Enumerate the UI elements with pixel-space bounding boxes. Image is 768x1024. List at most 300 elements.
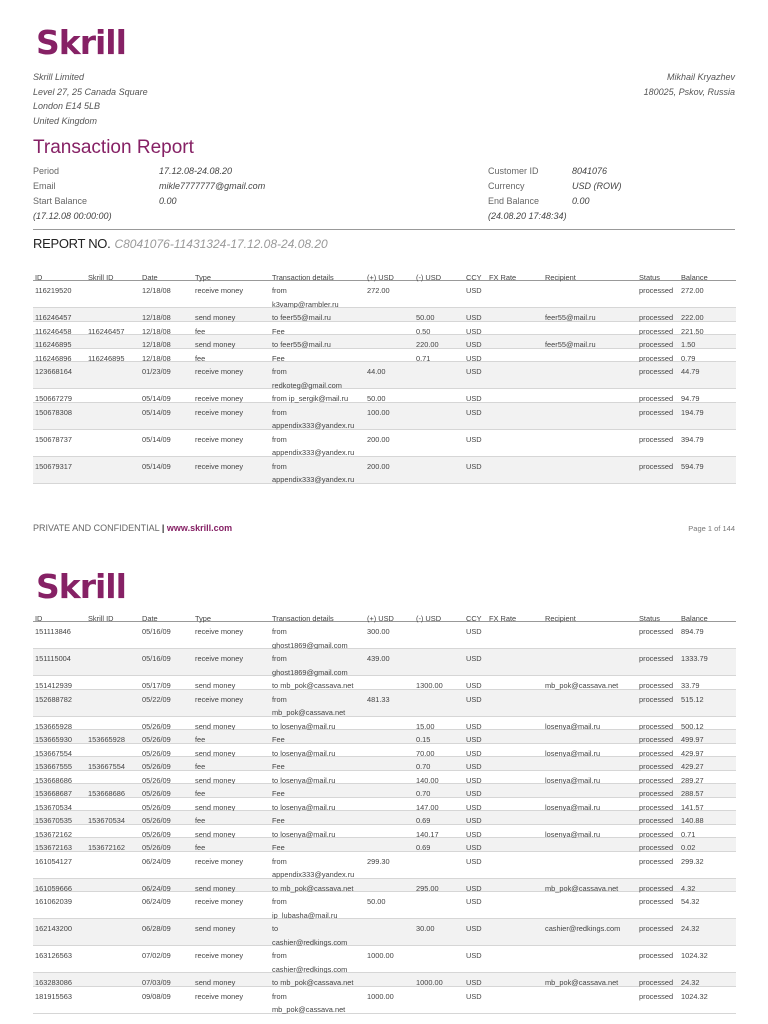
customer-address-line: 180025, Pskov, Russia — [643, 86, 735, 97]
table-row — [33, 771, 736, 785]
balance-cell: 299.32 — [681, 856, 704, 866]
table-row — [33, 362, 736, 389]
currency-cell: USD — [466, 775, 482, 785]
column-header: Date — [142, 614, 158, 623]
table-row — [33, 946, 736, 973]
table-row — [33, 676, 736, 690]
end-balance-value: 0.00 — [572, 196, 590, 206]
status-cell: processed — [639, 897, 674, 906]
debit-cell: 0.69 — [416, 816, 431, 825]
details-line: to mb_pok@cassava.net — [272, 681, 354, 690]
date-cell: 06/24/09 — [142, 883, 171, 893]
currency-cell: USD — [466, 353, 482, 363]
type-cell: receive money — [195, 654, 244, 663]
table-row — [33, 389, 736, 403]
recipient-cell: losenya@mail.ru — [545, 775, 601, 785]
details-line: from — [272, 856, 287, 866]
id-cell: 150678308 — [35, 407, 72, 417]
balance-cell: 1024.32 — [681, 951, 708, 960]
date-cell: 05/14/09 — [142, 394, 171, 403]
id-cell: 153670534 — [35, 802, 72, 812]
id-cell: 161062039 — [35, 897, 72, 906]
credit-cell: 1000.00 — [367, 951, 394, 960]
column-header: Recipient — [545, 273, 576, 282]
table-row — [33, 717, 736, 731]
date-cell: 05/26/09 — [142, 802, 171, 812]
debit-cell: 220.00 — [416, 340, 439, 349]
date-cell: 12/18/08 — [142, 313, 171, 322]
currency-cell: USD — [466, 340, 482, 349]
credit-cell: 481.33 — [367, 694, 390, 704]
details-line: appendix333@yandex.ru — [272, 421, 355, 430]
balance-cell: 272.00 — [681, 286, 704, 295]
id-cell: 150679317 — [35, 461, 72, 471]
credit-cell: 100.00 — [367, 407, 390, 417]
skrill-logo: Skrill — [36, 567, 126, 606]
details-line: to losenya@mail.ru — [272, 748, 336, 758]
debit-cell: 0.50 — [416, 326, 431, 336]
recipient-cell: mb_pok@cassava.net — [545, 681, 619, 690]
status-cell: processed — [639, 748, 674, 758]
company-address — [33, 70, 148, 128]
currency-cell: USD — [466, 394, 482, 403]
currency-cell: USD — [466, 843, 482, 852]
status-cell: processed — [639, 829, 674, 839]
transactions-table — [33, 268, 736, 484]
currency-cell: USD — [466, 897, 482, 906]
currency-cell: USD — [466, 367, 482, 376]
end-timestamp: (24.08.20 17:48:34) — [488, 211, 567, 221]
status-cell: processed — [639, 353, 674, 363]
column-header: (+) USD — [367, 614, 394, 623]
footer-confidential — [33, 523, 232, 533]
details-line: to feer55@mail.ru — [272, 340, 331, 349]
balance-cell: 288.57 — [681, 789, 704, 798]
debit-cell: 1000.00 — [416, 978, 443, 987]
details-line: from — [272, 407, 287, 417]
balance-cell: 194.79 — [681, 407, 704, 417]
currency-cell: USD — [466, 856, 482, 866]
date-cell: 05/14/09 — [142, 434, 171, 444]
details-cell — [272, 855, 354, 882]
currency-value: USD (ROW) — [572, 181, 622, 191]
debit-cell: 0.70 — [416, 762, 431, 771]
date-cell: 05/26/09 — [142, 735, 171, 744]
currency-cell: USD — [466, 802, 482, 812]
details-line: from — [272, 991, 287, 1001]
currency-cell: USD — [466, 627, 482, 636]
details-line: to losenya@mail.ru — [272, 829, 336, 839]
currency-cell: USD — [466, 924, 482, 933]
debit-cell: 140.17 — [416, 829, 439, 839]
type-cell: receive money — [195, 991, 244, 1001]
status-cell: processed — [639, 654, 674, 663]
date-cell: 06/24/09 — [142, 897, 171, 906]
type-cell: send money — [195, 313, 236, 322]
date-cell: 12/18/08 — [142, 286, 171, 295]
skrill-id-cell: 153670534 — [88, 816, 125, 825]
type-cell: send money — [195, 978, 236, 987]
column-header: CCY — [466, 273, 482, 282]
column-header: Skrill ID — [88, 614, 114, 623]
transactions-table — [33, 609, 736, 1014]
details-line: from — [272, 694, 287, 704]
table-header — [33, 609, 736, 622]
id-cell: 123668164 — [35, 367, 72, 376]
date-cell: 05/26/09 — [142, 789, 171, 798]
customer-address-line: Mikhail Kryazhev — [666, 72, 735, 82]
type-cell: receive money — [195, 286, 244, 295]
type-cell: fee — [195, 326, 206, 336]
balance-cell: 221.50 — [681, 326, 704, 336]
type-cell: send money — [195, 775, 236, 785]
recipient-cell: losenya@mail.ru — [545, 721, 601, 731]
details-cell — [272, 625, 348, 652]
currency-cell: USD — [466, 654, 482, 663]
table-row — [33, 757, 736, 771]
table-row — [33, 838, 736, 852]
debit-cell: 147.00 — [416, 802, 439, 812]
column-header: (-) USD — [416, 273, 442, 282]
id-cell: 116246458 — [35, 326, 72, 336]
status-cell: processed — [639, 461, 674, 471]
email-value: mikle7777777@gmail.com — [159, 181, 266, 191]
start-balance-label: Start Balance — [33, 196, 88, 206]
table-row — [33, 322, 736, 336]
page-indicator: Page 1 of 144 — [688, 524, 735, 533]
details-line: Fee — [272, 843, 285, 852]
id-cell: 150667279 — [35, 394, 72, 403]
table-row — [33, 335, 736, 349]
recipient-cell: mb_pok@cassava.net — [545, 978, 619, 987]
date-cell: 12/18/08 — [142, 353, 171, 363]
details-cell — [272, 949, 347, 976]
recipient-cell: losenya@mail.ru — [545, 829, 601, 839]
details-line: to losenya@mail.ru — [272, 775, 336, 785]
table-row — [33, 811, 736, 825]
debit-cell: 0.71 — [416, 353, 431, 363]
details-line: to mb_pok@cassava.net — [272, 978, 354, 987]
customer-id-value: 8041076 — [572, 166, 608, 176]
details-line: mb_pok@cassava.net — [272, 708, 346, 717]
balance-cell: 429.97 — [681, 748, 704, 758]
details-line: from — [272, 461, 287, 471]
column-header: Status — [639, 614, 660, 623]
currency-cell: USD — [466, 407, 482, 417]
date-cell: 06/24/09 — [142, 856, 171, 866]
table-row — [33, 987, 736, 1014]
confidential-text: PRIVATE AND CONFIDENTIAL — [33, 523, 160, 533]
status-cell: processed — [639, 694, 674, 704]
status-cell: processed — [639, 735, 674, 744]
balance-cell: 894.79 — [681, 627, 704, 636]
type-cell: receive money — [195, 627, 244, 636]
skrill-id-cell: 153667554 — [88, 762, 125, 771]
status-cell: processed — [639, 286, 674, 295]
id-cell: 163126563 — [35, 951, 72, 960]
status-cell: processed — [639, 367, 674, 376]
details-line: cashier@redkings.com — [272, 937, 348, 947]
currency-label: Currency — [488, 181, 525, 191]
column-header: Transaction details — [272, 273, 334, 282]
id-cell: 153667555 — [35, 762, 72, 771]
id-cell: 153668686 — [35, 775, 72, 785]
balance-cell: 1333.79 — [681, 654, 708, 663]
skrill-id-cell: 116246895 — [88, 353, 125, 363]
date-cell: 09/08/09 — [142, 991, 171, 1001]
company-address-line: Level 27, 25 Canada Square — [33, 86, 148, 97]
details-cell — [272, 406, 354, 433]
debit-cell: 0.69 — [416, 843, 431, 852]
table-row — [33, 744, 736, 758]
id-cell: 150678737 — [35, 434, 72, 444]
id-cell: 151115004 — [35, 654, 71, 663]
balance-cell: 0.71 — [681, 829, 696, 839]
status-cell: processed — [639, 816, 674, 825]
type-cell: fee — [195, 735, 206, 744]
column-header: Type — [195, 614, 212, 623]
type-cell: receive money — [195, 856, 244, 866]
date-cell: 05/26/09 — [142, 843, 171, 852]
date-cell: 12/18/08 — [142, 340, 171, 349]
type-cell: send money — [195, 748, 236, 758]
column-header: ID — [35, 273, 43, 282]
table-header — [33, 268, 736, 281]
recipient-cell: feer55@mail.ru — [545, 340, 596, 349]
balance-cell: 500.12 — [681, 721, 704, 731]
recipient-cell: losenya@mail.ru — [545, 802, 601, 812]
date-cell: 05/26/09 — [142, 721, 171, 731]
balance-cell: 24.32 — [681, 924, 700, 933]
id-cell: 153672162 — [35, 829, 72, 839]
date-cell: 05/26/09 — [142, 748, 171, 758]
company-address-line: London E14 5LB — [33, 101, 101, 111]
currency-cell: USD — [466, 313, 482, 322]
column-header: Status — [639, 273, 660, 282]
currency-cell: USD — [466, 461, 482, 471]
details-line: from — [272, 367, 287, 376]
details-line: redkoteg@gmail.com — [272, 380, 342, 390]
status-cell: processed — [639, 843, 674, 852]
table-row — [33, 730, 736, 744]
summary-left — [33, 166, 363, 226]
currency-cell: USD — [466, 286, 482, 295]
details-cell — [272, 895, 337, 922]
details-line: Fee — [272, 816, 285, 825]
credit-cell: 439.00 — [367, 654, 390, 663]
date-cell: 05/14/09 — [142, 407, 171, 417]
type-cell: receive money — [195, 434, 244, 444]
column-header: Date — [142, 273, 158, 282]
company-address-line: United Kingdom — [33, 115, 98, 126]
currency-cell: USD — [466, 951, 482, 960]
skrill-id-cell: 153668686 — [88, 789, 125, 798]
table-row — [33, 430, 736, 457]
end-balance-label: End Balance — [488, 196, 540, 206]
type-cell: receive money — [195, 367, 244, 376]
details-line: appendix333@yandex.ru — [272, 475, 355, 484]
details-cell — [272, 652, 348, 679]
details-line: to feer55@mail.ru — [272, 313, 331, 322]
report-number-value: C8041076-11431324-17.12.08-24.08.20 — [114, 237, 328, 251]
debit-cell: 70.00 — [416, 748, 435, 758]
balance-cell: 94.79 — [681, 394, 700, 403]
details-line: appendix333@yandex.ru — [272, 448, 355, 457]
balance-cell: 54.32 — [681, 897, 700, 906]
status-cell: processed — [639, 326, 674, 336]
period-label: Period — [33, 166, 60, 176]
type-cell: fee — [195, 816, 206, 825]
table-row — [33, 825, 736, 839]
type-cell: receive money — [195, 394, 244, 403]
id-cell: 153665928 — [35, 721, 72, 731]
balance-cell: 515.12 — [681, 694, 704, 704]
type-cell: receive money — [195, 461, 244, 471]
skrill-website-link[interactable]: www.skrill.com — [166, 523, 233, 533]
details-line: Fee — [272, 762, 285, 771]
id-cell: 162143200 — [35, 924, 72, 933]
table-row — [33, 649, 736, 676]
currency-cell: USD — [466, 748, 482, 758]
skrill-logo: Skrill — [36, 23, 126, 62]
details-line: k3vamp@rambler.ru — [272, 299, 339, 309]
balance-cell: 499.97 — [681, 735, 704, 744]
details-line: ghost1869@gmail.com — [272, 640, 348, 650]
date-cell: 05/26/09 — [142, 816, 171, 825]
status-cell: processed — [639, 340, 674, 349]
customer-id-label: Customer ID — [488, 166, 539, 176]
date-cell: 12/18/08 — [142, 326, 171, 336]
type-cell: send money — [195, 883, 236, 893]
id-cell: 151412939 — [35, 681, 72, 690]
credit-cell: 200.00 — [367, 461, 390, 471]
date-cell: 05/16/09 — [142, 627, 171, 636]
date-cell: 05/22/09 — [142, 694, 171, 704]
debit-cell: 50.00 — [416, 313, 435, 322]
table-row — [33, 879, 736, 893]
date-cell: 05/14/09 — [142, 461, 171, 471]
debit-cell: 15.00 — [416, 721, 435, 731]
balance-cell: 44.79 — [681, 367, 700, 376]
details-line: from — [272, 627, 287, 636]
column-header: ID — [35, 614, 43, 623]
credit-cell: 200.00 — [367, 434, 390, 444]
details-line: to mb_pok@cassava.net — [272, 883, 354, 893]
recipient-cell: losenya@mail.ru — [545, 748, 601, 758]
details-line: Fee — [272, 353, 285, 363]
status-cell: processed — [639, 762, 674, 771]
details-cell — [272, 433, 354, 460]
details-line: from ip_sergik@mail.ru — [272, 394, 349, 403]
id-cell: 153667554 — [35, 748, 72, 758]
report-number — [33, 236, 328, 251]
debit-cell: 0.70 — [416, 789, 431, 798]
date-cell: 01/23/09 — [142, 367, 171, 376]
id-cell: 151113846 — [35, 627, 71, 636]
currency-cell: USD — [466, 789, 482, 798]
debit-cell: 30.00 — [416, 924, 435, 933]
report-number-label: REPORT NO. — [33, 236, 111, 251]
details-line: Fee — [272, 789, 285, 798]
details-line: appendix333@yandex.ru — [272, 870, 355, 879]
id-cell: 153668687 — [35, 789, 72, 798]
currency-cell: USD — [466, 434, 482, 444]
credit-cell: 1000.00 — [367, 991, 394, 1001]
skrill-id-cell: 153665928 — [88, 735, 125, 744]
details-line: ghost1869@gmail.com — [272, 667, 348, 677]
id-cell: 116246896 — [35, 353, 72, 363]
period-value: 17.12.08-24.08.20 — [159, 166, 233, 176]
column-header: (-) USD — [416, 614, 442, 623]
type-cell: receive money — [195, 694, 244, 704]
debit-cell: 140.00 — [416, 775, 439, 785]
currency-cell: USD — [466, 326, 482, 336]
recipient-cell: mb_pok@cassava.net — [545, 883, 619, 893]
company-address-line: Skrill Limited — [33, 72, 85, 82]
id-cell: 161059666 — [35, 883, 72, 893]
status-cell: processed — [639, 924, 674, 933]
skrill-id-cell: 116246457 — [88, 326, 125, 336]
type-cell: fee — [195, 762, 206, 771]
column-header: CCY — [466, 614, 482, 623]
column-header: Transaction details — [272, 614, 334, 623]
id-cell: 153665930 — [35, 735, 72, 744]
balance-cell: 24.32 — [681, 978, 700, 987]
currency-cell: USD — [466, 762, 482, 771]
recipient-cell: feer55@mail.ru — [545, 313, 596, 322]
balance-cell: 141.57 — [681, 802, 704, 812]
table-row — [33, 919, 736, 946]
date-cell: 05/16/09 — [142, 654, 171, 663]
balance-cell: 33.79 — [681, 681, 700, 690]
footer-separator: | — [161, 523, 165, 533]
balance-cell: 4.32 — [681, 883, 696, 893]
debit-cell: 0.15 — [416, 735, 431, 744]
column-header: Type — [195, 273, 212, 282]
type-cell: receive money — [195, 897, 244, 906]
details-line: cashier@redkings.com — [272, 964, 348, 974]
status-cell: processed — [639, 789, 674, 798]
credit-cell: 50.00 — [367, 897, 386, 906]
start-balance-value: 0.00 — [159, 196, 177, 206]
balance-cell: 394.79 — [681, 434, 704, 444]
status-cell: processed — [639, 721, 674, 731]
status-cell: processed — [639, 978, 674, 987]
id-cell: 152688782 — [35, 694, 72, 704]
status-cell: processed — [639, 775, 674, 785]
skrill-id-cell: 153672162 — [88, 843, 125, 852]
credit-cell: 44.00 — [367, 367, 386, 376]
id-cell: 161054127 — [35, 856, 72, 866]
date-cell: 05/26/09 — [142, 762, 171, 771]
summary-right — [488, 166, 738, 226]
status-cell: processed — [639, 951, 674, 960]
details-line: Fee — [272, 735, 285, 744]
id-cell: 116246457 — [35, 313, 72, 322]
id-cell: 163283086 — [35, 978, 72, 987]
date-cell: 05/17/09 — [142, 681, 171, 690]
details-line: to losenya@mail.ru — [272, 721, 336, 731]
details-line: to — [272, 924, 279, 933]
details-line: mb_pok@cassava.net — [272, 1005, 346, 1014]
currency-cell: USD — [466, 991, 482, 1001]
table-row — [33, 457, 736, 484]
type-cell: send money — [195, 829, 236, 839]
table-row — [33, 892, 736, 919]
type-cell: receive money — [195, 407, 244, 417]
type-cell: fee — [195, 843, 206, 852]
credit-cell: 272.00 — [367, 286, 390, 295]
